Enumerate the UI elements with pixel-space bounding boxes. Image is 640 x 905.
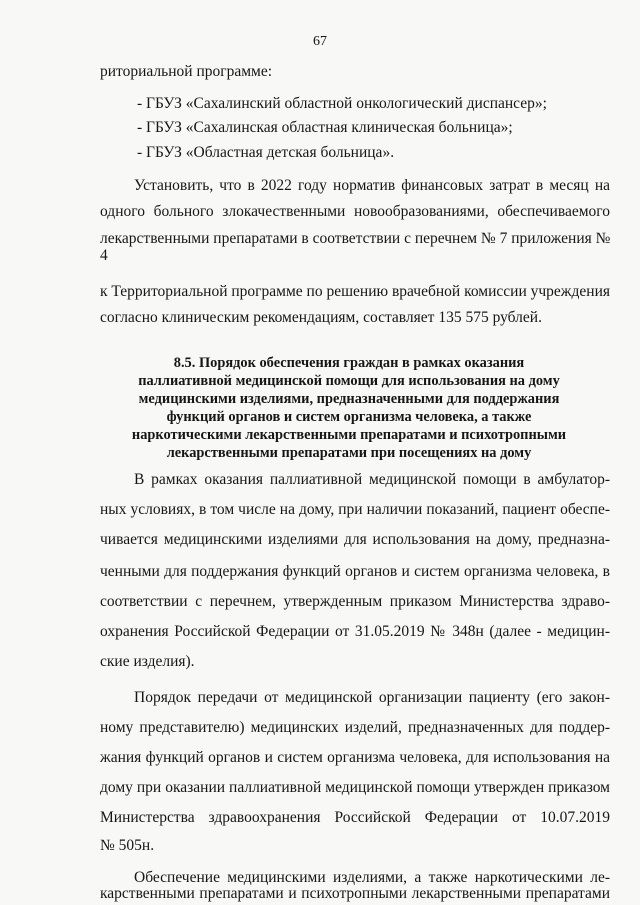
paragraph-line: ченными для поддержания функций органов и систем организма человека, в: [100, 563, 610, 580]
paragraph-line: ных условиях, в том числе на дому, при наличии показаний, пациент обеспе-: [100, 501, 610, 518]
section-heading-line: лекарственными препаратами при посещениях на дому: [166, 445, 532, 461]
page-number: 67: [313, 34, 327, 49]
paragraph-line: ному представителю) медицинских изделий, предназначенных для поддер-: [100, 719, 610, 736]
section-heading-line: паллиативной медицинской помощи для использования на дому: [138, 373, 560, 389]
paragraph-line: ские изделия).: [100, 653, 195, 670]
list-item: - ГБУЗ «Областная детская больница».: [137, 144, 395, 161]
continuation-text: риториальной программе:: [100, 63, 273, 80]
paragraph-line: жания функций органов и систем организма человека, для использования на: [100, 749, 610, 766]
paragraph-line: № 505н.: [100, 837, 155, 854]
paragraph-line: Установить, что в 2022 году норматив финансовых затрат в месяц на: [134, 177, 610, 194]
paragraph-line: чивается медицинскими изделиями для использования на дому, предназна-: [100, 531, 610, 548]
paragraph-line: охранения Российской Федерации от 31.05.2019 № 348н (далее - медицин-: [100, 623, 610, 640]
paragraph-line: лекарственными препаратами в соответствии с перечнем № 7 приложения №: [100, 230, 611, 247]
paragraph-line: Министерства здравоохранения Российской Федерации от 10.07.2019: [100, 809, 610, 826]
section-heading-line: 8.5. Порядок обеспечения граждан в рамках оказания: [173, 355, 525, 371]
paragraph-line: согласно клиническим рекомендациям, составляет 135 575 рублей.: [100, 309, 542, 326]
paragraph-line: В рамках оказания паллиативной медицинской помощи в амбулатор-: [134, 471, 610, 488]
section-heading-line: функций органов и систем организма человека, а также: [166, 409, 532, 425]
section-heading-line: наркотическими лекарственными препаратами и психотропными: [131, 427, 567, 443]
paragraph-line: Порядок передачи от медицинской организации пациенту (его закон-: [134, 689, 610, 706]
list-item: - ГБУЗ «Сахалинский областной онкологический диспансер»;: [137, 95, 547, 112]
section-heading-line: медицинскими изделиями, предназначенными для поддержания: [138, 391, 560, 407]
paragraph-line: одного больного злокачественными новообразованиями, обеспечиваемого: [100, 203, 610, 220]
paragraph-line: 4: [100, 247, 108, 264]
paragraph-line: карственными препаратами и психотропными лекарственными препаратами: [100, 885, 610, 902]
list-item: - ГБУЗ «Сахалинская областная клиническая больница»;: [137, 119, 513, 136]
paragraph-line: дому при оказании паллиативной медицинской помощи утвержден приказом: [100, 779, 610, 796]
paragraph-line: к Территориальной программе по решению врачебной комиссии учреждения: [100, 283, 610, 300]
paragraph-line: Обеспечение медицинскими изделиями, а также наркотическими ле-: [134, 869, 610, 886]
paragraph-line: соответствии с перечнем, утвержденным приказом Министерства здраво-: [100, 593, 610, 610]
